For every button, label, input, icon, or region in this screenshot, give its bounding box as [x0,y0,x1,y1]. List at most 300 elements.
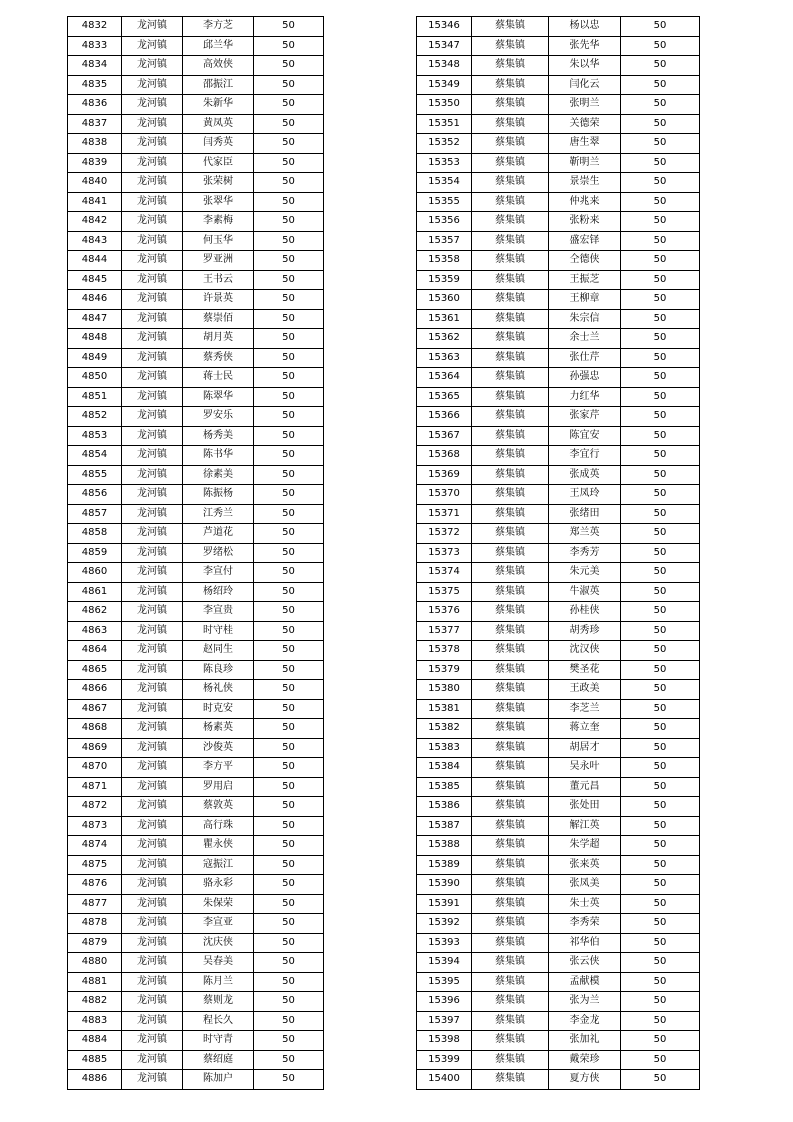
row-number-cell: 4834 [68,56,122,76]
row-number-cell: 4868 [68,719,122,739]
row-number-cell: 4845 [68,270,122,290]
name-cell: 孙强忠 [549,368,621,388]
town-cell: 蔡集镇 [472,797,549,817]
row-number-cell: 15383 [417,738,472,758]
amount-cell: 50 [254,290,324,310]
amount-cell: 50 [254,699,324,719]
town-cell: 蔡集镇 [472,894,549,914]
amount-cell: 50 [254,524,324,544]
row-number-cell: 4853 [68,426,122,446]
amount-cell: 50 [254,875,324,895]
town-cell: 龙河镇 [122,114,183,134]
name-cell: 陈翠华 [183,387,254,407]
town-cell: 龙河镇 [122,855,183,875]
town-cell: 蔡集镇 [472,641,549,661]
amount-cell: 50 [621,836,700,856]
row-number-cell: 15370 [417,485,472,505]
table-row [417,251,700,271]
row-number-cell: 15355 [417,192,472,212]
table-row [417,699,700,719]
amount-cell: 50 [621,446,700,466]
name-cell: 牛淑英 [549,582,621,602]
table-row [68,660,324,680]
town-cell: 龙河镇 [122,680,183,700]
name-cell: 瞿永侠 [183,836,254,856]
row-number-cell: 4874 [68,836,122,856]
town-cell: 龙河镇 [122,719,183,739]
town-cell: 龙河镇 [122,816,183,836]
amount-cell: 50 [254,407,324,427]
town-cell: 蔡集镇 [472,329,549,349]
row-number-cell: 4857 [68,504,122,524]
amount-cell: 50 [621,699,700,719]
table-row [68,719,324,739]
name-cell: 江秀兰 [183,504,254,524]
table-row [68,329,324,349]
amount-cell: 50 [254,914,324,934]
town-cell: 蔡集镇 [472,95,549,115]
name-cell: 盛宏铎 [549,231,621,251]
row-number-cell: 15364 [417,368,472,388]
name-cell: 陈加户 [183,1070,254,1090]
town-cell: 蔡集镇 [472,56,549,76]
amount-cell: 50 [254,855,324,875]
name-cell: 张加礼 [549,1031,621,1051]
amount-cell: 50 [621,407,700,427]
name-cell: 解江英 [549,816,621,836]
town-cell: 蔡集镇 [472,36,549,56]
row-number-cell: 4880 [68,953,122,973]
amount-cell: 50 [254,1070,324,1090]
name-cell: 罗用启 [183,777,254,797]
row-number-cell: 4885 [68,1050,122,1070]
name-cell: 许景英 [183,290,254,310]
table-row [68,602,324,622]
name-cell: 胡月英 [183,329,254,349]
table-row [68,348,324,368]
row-number-cell: 4849 [68,348,122,368]
table-row [417,641,700,661]
name-cell: 张先华 [549,36,621,56]
name-cell: 蔡则龙 [183,992,254,1012]
row-number-cell: 15365 [417,387,472,407]
amount-cell: 50 [254,836,324,856]
table-row [68,797,324,817]
amount-cell: 50 [254,777,324,797]
name-cell: 代家臣 [183,153,254,173]
town-cell: 龙河镇 [122,368,183,388]
amount-cell: 50 [254,992,324,1012]
table-row [68,894,324,914]
table-row [68,777,324,797]
town-cell: 龙河镇 [122,543,183,563]
town-cell: 蔡集镇 [472,485,549,505]
table-row [68,641,324,661]
amount-cell: 50 [621,660,700,680]
town-cell: 蔡集镇 [472,426,549,446]
name-cell: 沈汉侠 [549,641,621,661]
table-row [68,914,324,934]
amount-cell: 50 [621,270,700,290]
amount-cell: 50 [621,972,700,992]
table-row [417,95,700,115]
table-row [68,465,324,485]
table-row [417,836,700,856]
row-number-cell: 4871 [68,777,122,797]
amount-cell: 50 [254,36,324,56]
town-cell: 蔡集镇 [472,290,549,310]
name-cell: 蔡绍庭 [183,1050,254,1070]
row-number-cell: 15392 [417,914,472,934]
row-number-cell: 15382 [417,719,472,739]
town-cell: 蔡集镇 [472,465,549,485]
row-number-cell: 15349 [417,75,472,95]
table-row [417,797,700,817]
amount-cell: 50 [621,329,700,349]
row-number-cell: 15374 [417,563,472,583]
row-number-cell: 15348 [417,56,472,76]
amount-cell: 50 [254,602,324,622]
row-number-cell: 4859 [68,543,122,563]
amount-cell: 50 [254,387,324,407]
amount-cell: 50 [254,75,324,95]
table-row [417,348,700,368]
town-cell: 龙河镇 [122,426,183,446]
town-cell: 龙河镇 [122,309,183,329]
amount-cell: 50 [621,192,700,212]
town-cell: 蔡集镇 [472,153,549,173]
table-row [68,290,324,310]
row-number-cell: 15388 [417,836,472,856]
table-row [68,387,324,407]
table-row [68,836,324,856]
name-cell: 张凤美 [549,875,621,895]
amount-cell: 50 [254,309,324,329]
town-cell: 龙河镇 [122,914,183,934]
table-row [417,153,700,173]
name-cell: 张粉来 [549,212,621,232]
amount-cell: 50 [621,212,700,232]
row-number-cell: 15359 [417,270,472,290]
table-row [68,36,324,56]
table-row [417,680,700,700]
town-cell: 龙河镇 [122,602,183,622]
table-row [417,36,700,56]
name-cell: 胡居才 [549,738,621,758]
town-cell: 蔡集镇 [472,231,549,251]
name-cell: 张翠华 [183,192,254,212]
row-number-cell: 15399 [417,1050,472,1070]
amount-cell: 50 [254,972,324,992]
amount-cell: 50 [621,894,700,914]
amount-cell: 50 [621,251,700,271]
name-cell: 张来英 [549,855,621,875]
table-row [417,465,700,485]
town-cell: 蔡集镇 [472,348,549,368]
town-cell: 龙河镇 [122,699,183,719]
name-cell: 时克安 [183,699,254,719]
amount-cell: 50 [254,56,324,76]
row-number-cell: 15391 [417,894,472,914]
table-row [68,504,324,524]
table-row [68,192,324,212]
town-cell: 蔡集镇 [472,309,549,329]
table-row [68,153,324,173]
row-number-cell: 15395 [417,972,472,992]
row-number-cell: 4856 [68,485,122,505]
table-row [417,231,700,251]
town-cell: 龙河镇 [122,465,183,485]
town-cell: 龙河镇 [122,446,183,466]
name-cell: 朱士英 [549,894,621,914]
amount-cell: 50 [621,543,700,563]
table-row [417,114,700,134]
name-cell: 孟献模 [549,972,621,992]
name-cell: 李宣亚 [183,914,254,934]
town-cell: 龙河镇 [122,17,183,37]
name-cell: 时守桂 [183,621,254,641]
table-row [417,738,700,758]
table-row [417,582,700,602]
town-cell: 龙河镇 [122,758,183,778]
town-cell: 龙河镇 [122,504,183,524]
table-row [68,114,324,134]
name-cell: 李宣贵 [183,602,254,622]
amount-cell: 50 [254,582,324,602]
row-number-cell: 15386 [417,797,472,817]
town-cell: 龙河镇 [122,270,183,290]
amount-cell: 50 [621,855,700,875]
table-row [417,407,700,427]
amount-cell: 50 [254,348,324,368]
table-row [417,758,700,778]
table-row [68,738,324,758]
table-row [68,309,324,329]
amount-cell: 50 [254,641,324,661]
name-cell: 张成英 [549,465,621,485]
name-cell: 关德荣 [549,114,621,134]
name-cell: 朱宗信 [549,309,621,329]
table-row [417,212,700,232]
town-cell: 蔡集镇 [472,602,549,622]
table-row [68,953,324,973]
town-cell: 蔡集镇 [472,563,549,583]
table-row [68,173,324,193]
row-number-cell: 4860 [68,563,122,583]
amount-cell: 50 [254,758,324,778]
town-cell: 蔡集镇 [472,504,549,524]
table-row [68,621,324,641]
name-cell: 李方平 [183,758,254,778]
amount-cell: 50 [621,738,700,758]
table-row [68,816,324,836]
town-cell: 龙河镇 [122,407,183,427]
name-cell: 罗安乐 [183,407,254,427]
row-number-cell: 4864 [68,641,122,661]
town-cell: 龙河镇 [122,738,183,758]
row-number-cell: 4884 [68,1031,122,1051]
name-cell: 朱元美 [549,563,621,583]
amount-cell: 50 [621,524,700,544]
amount-cell: 50 [621,309,700,329]
row-number-cell: 4838 [68,134,122,154]
table-row [417,660,700,680]
name-cell: 赵同生 [183,641,254,661]
table-row [68,1031,324,1051]
name-cell: 李宣付 [183,563,254,583]
row-number-cell: 4850 [68,368,122,388]
amount-cell: 50 [254,1050,324,1070]
table-row [417,309,700,329]
table-row [417,134,700,154]
town-cell: 龙河镇 [122,992,183,1012]
name-cell: 张仕芹 [549,348,621,368]
row-number-cell: 15397 [417,1011,472,1031]
town-cell: 龙河镇 [122,836,183,856]
town-cell: 蔡集镇 [472,387,549,407]
name-cell: 陈书华 [183,446,254,466]
name-cell: 何玉华 [183,231,254,251]
table-row [68,407,324,427]
town-cell: 龙河镇 [122,134,183,154]
town-cell: 龙河镇 [122,1031,183,1051]
name-cell: 蒋士民 [183,368,254,388]
name-cell: 徐素美 [183,465,254,485]
town-cell: 蔡集镇 [472,933,549,953]
town-cell: 龙河镇 [122,563,183,583]
table-row [417,875,700,895]
name-cell: 王柳章 [549,290,621,310]
row-number-cell: 15350 [417,95,472,115]
town-cell: 蔡集镇 [472,134,549,154]
table-row [68,582,324,602]
table-row [417,1031,700,1051]
town-cell: 龙河镇 [122,972,183,992]
table-row [68,134,324,154]
name-cell: 董元昌 [549,777,621,797]
town-cell: 龙河镇 [122,1050,183,1070]
amount-cell: 50 [254,329,324,349]
town-cell: 蔡集镇 [472,17,549,37]
town-cell: 龙河镇 [122,894,183,914]
table-row [68,855,324,875]
table-row [417,56,700,76]
row-number-cell: 15360 [417,290,472,310]
amount-cell: 50 [621,387,700,407]
name-cell: 程长久 [183,1011,254,1031]
row-number-cell: 4858 [68,524,122,544]
name-cell: 邵振江 [183,75,254,95]
name-cell: 邱兰华 [183,36,254,56]
row-number-cell: 15346 [417,17,472,37]
row-number-cell: 4837 [68,114,122,134]
table-row [68,56,324,76]
table-row [68,1050,324,1070]
table-row [417,1070,700,1090]
amount-cell: 50 [621,134,700,154]
table-row [68,972,324,992]
town-cell: 蔡集镇 [472,114,549,134]
town-cell: 蔡集镇 [472,1050,549,1070]
town-cell: 龙河镇 [122,621,183,641]
name-cell: 蔡崇佰 [183,309,254,329]
row-number-cell: 15381 [417,699,472,719]
town-cell: 龙河镇 [122,212,183,232]
town-cell: 蔡集镇 [472,270,549,290]
town-cell: 蔡集镇 [472,368,549,388]
amount-cell: 50 [621,777,700,797]
table-row [417,387,700,407]
row-number-cell: 4847 [68,309,122,329]
row-number-cell: 4843 [68,231,122,251]
table-row [68,485,324,505]
name-cell: 李素梅 [183,212,254,232]
name-cell: 蔡敦英 [183,797,254,817]
table-row [417,621,700,641]
town-cell: 蔡集镇 [472,660,549,680]
town-cell: 龙河镇 [122,173,183,193]
row-number-cell: 4870 [68,758,122,778]
town-cell: 龙河镇 [122,660,183,680]
name-cell: 朱新华 [183,95,254,115]
row-number-cell: 4836 [68,95,122,115]
row-number-cell: 4867 [68,699,122,719]
amount-cell: 50 [254,797,324,817]
amount-cell: 50 [254,1031,324,1051]
name-cell: 陈振杨 [183,485,254,505]
table-row [68,446,324,466]
amount-cell: 50 [254,17,324,37]
town-cell: 蔡集镇 [472,1070,549,1090]
town-cell: 蔡集镇 [472,1031,549,1051]
amount-cell: 50 [254,426,324,446]
left-roster-body [68,17,324,1090]
table-row [68,368,324,388]
amount-cell: 50 [621,797,700,817]
amount-cell: 50 [621,992,700,1012]
amount-cell: 50 [621,680,700,700]
town-cell: 龙河镇 [122,777,183,797]
row-number-cell: 15363 [417,348,472,368]
town-cell: 蔡集镇 [472,953,549,973]
row-number-cell: 4865 [68,660,122,680]
name-cell: 夏方侠 [549,1070,621,1090]
town-cell: 蔡集镇 [472,543,549,563]
row-number-cell: 4863 [68,621,122,641]
table-row [68,1011,324,1031]
table-row [417,972,700,992]
amount-cell: 50 [254,1011,324,1031]
town-cell: 蔡集镇 [472,836,549,856]
row-number-cell: 15371 [417,504,472,524]
amount-cell: 50 [621,953,700,973]
table-row [68,251,324,271]
name-cell: 朱保荣 [183,894,254,914]
name-cell: 景崇生 [549,173,621,193]
name-cell: 张明兰 [549,95,621,115]
table-row [417,329,700,349]
row-number-cell: 15398 [417,1031,472,1051]
table-row [68,543,324,563]
town-cell: 蔡集镇 [472,1011,549,1031]
amount-cell: 50 [621,875,700,895]
row-number-cell: 4879 [68,933,122,953]
name-cell: 沙俊英 [183,738,254,758]
table-row [68,933,324,953]
amount-cell: 50 [621,348,700,368]
amount-cell: 50 [254,660,324,680]
town-cell: 龙河镇 [122,231,183,251]
